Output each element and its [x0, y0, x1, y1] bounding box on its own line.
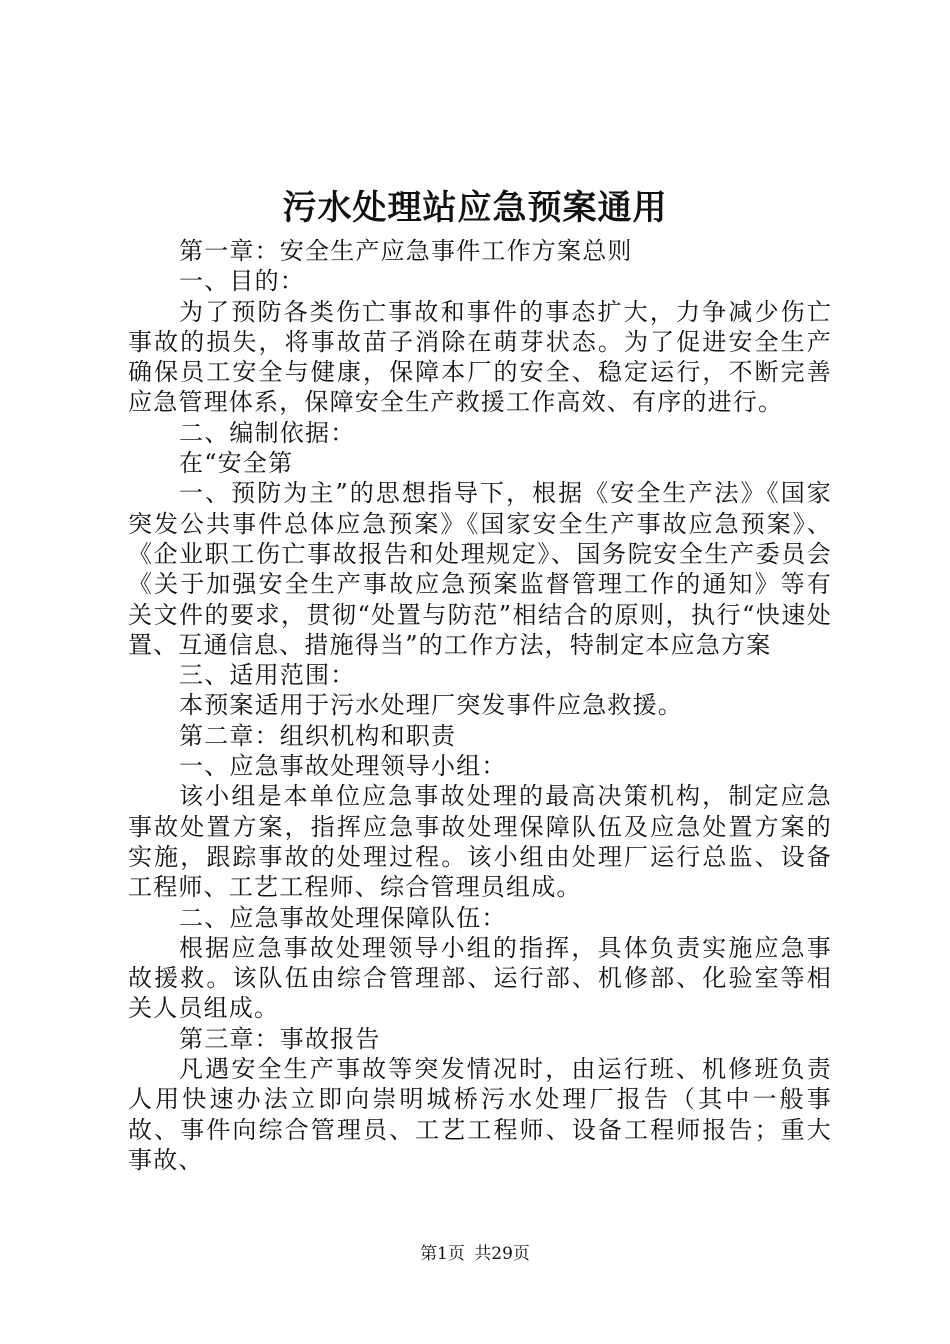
document-body	[128, 236, 832, 1175]
section-heading: 一、应急事故处理领导小组：	[179, 752, 507, 781]
body-paragraph: 为了预防各类伤亡事故和事件的事态扩大，力争减少伤亡事故的损失，将事故苗子消除在萌芽状态。为了促进安全生产确保员工安全与健康，保障本厂的安全、稳定运行，不断完善应急管理体系，保障安全生产救援工作高效、有序的进行。	[128, 297, 832, 417]
page-total: 共29页	[474, 1244, 530, 1264]
page-footer	[0, 1242, 950, 1266]
body-paragraph: 该小组是本单位应急事故处理的最高决策机构，制定应急事故处置方案，指挥应急事故处理保障队伍及应急处置方案的实施，跟踪事故的处理过程。该小组由处理厂运行总监、设备工程师、工艺工程师、综合管理员组成。	[128, 782, 832, 902]
document-title: 污水处理站应急预案通用	[282, 188, 668, 228]
body-paragraph: 在“安全第	[179, 449, 294, 478]
section-heading: 一、目的：	[179, 267, 305, 296]
body-paragraph: 本预案适用于污水处理厂突发事件应急救援。	[179, 691, 683, 720]
body-paragraph: 一、预防为主”的思想指导下，根据《安全生产法》《国家突发公共事件总体应急预案》《国家安全生产事故应急预案》、《企业职工伤亡事故报告和处理规定》、国务院安全生产委员会《关于加强安全生产事故应急预案监督管理工作的通知》等有关文件的要求，贯彻“处置与防范”相结合的原则，执行“快速处置、互通信息、措施得当”的工作方法，特制定本应急方案	[128, 479, 832, 659]
chapter-heading: 第三章：事故报告	[179, 1024, 381, 1053]
chapter-heading: 第二章：组织机构和职责	[179, 721, 457, 750]
chapter-heading: 第一章：安全生产应急事件工作方案总则	[179, 237, 633, 265]
body-paragraph: 根据应急事故处理领导小组的指挥，具体负责实施应急事故援救。该队伍由综合管理部、运行部、机修部、化验室等相关人员组成。	[128, 933, 832, 1023]
page-number: 第1页	[420, 1244, 465, 1264]
body-paragraph: 凡遇安全生产事故等突发情况时，由运行班、机修班负责人用快速办法立即向崇明城桥污水处理厂报告（其中一般事故、事件向综合管理员、工艺工程师、设备工程师报告；重大事故、	[128, 1055, 832, 1174]
section-heading: 二、应急事故处理保障队伍：	[179, 903, 507, 932]
section-heading: 二、编制依据：	[179, 418, 356, 447]
section-heading: 三、适用范围：	[179, 661, 356, 690]
